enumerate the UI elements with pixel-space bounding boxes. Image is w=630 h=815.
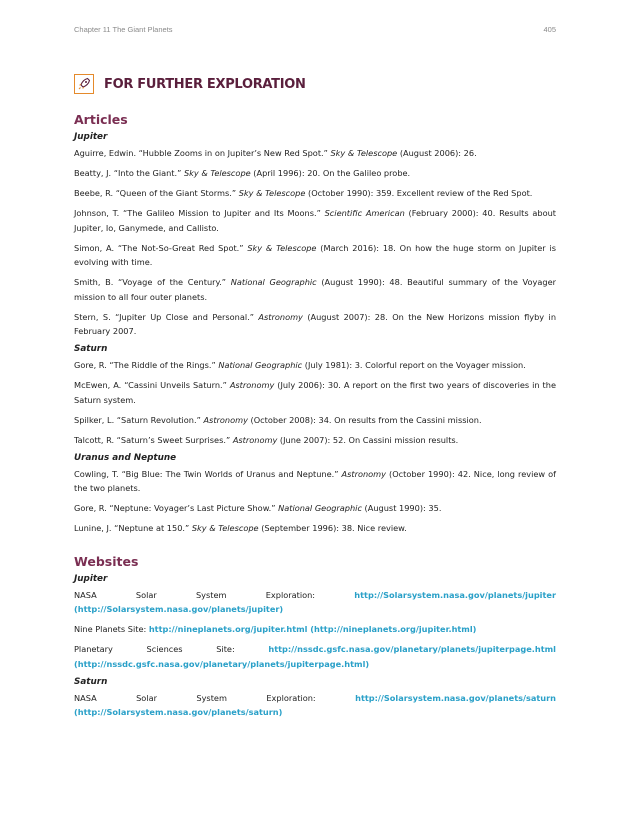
website-label: Nine Planets Site: [74, 624, 149, 634]
website-url-parenthetical[interactable]: (http://Solarsystem.nasa.gov/planets/saturn) [74, 707, 283, 717]
feature-header [74, 74, 306, 94]
reference-citation: Gore, R. “Neptune: Voyager’s Last Picture Show.” [74, 503, 279, 513]
publication-title: Sky & Telescope [191, 523, 259, 533]
website-link[interactable]: http://Solarsystem.nasa.gov/planets/jupiter [354, 589, 556, 600]
reference-details: (July 1981): 3. Colorful report on the Voyager mission. [302, 360, 526, 370]
website-link[interactable]: http://nssdc.gsfc.nasa.gov/planetary/planets/jupiterpage.html [268, 644, 556, 654]
publication-title: Astronomy [203, 414, 248, 425]
reference-details: (March 2016): 18. On how the huge storm on Jupiter is evolving with time. [74, 242, 556, 267]
reference-details: (August 1990): 48. Beautiful summary of the Voyager mission to all four outer planets. [74, 277, 556, 302]
website-url-parenthetical[interactable]: (http://Solarsystem.nasa.gov/planets/jupiter) [74, 604, 284, 614]
saturn-websites [74, 691, 556, 720]
rocket-icon [74, 74, 94, 94]
reference-details: (July 2006): 30. A report on the first two years of discoveries in the Saturn system. [74, 380, 556, 405]
website-label: Planetary Sciences Site: [74, 644, 269, 654]
reference-citation: Johnson, T. “The Galileo Mission to Jupiter and Its Moons.” [74, 208, 325, 218]
publication-title: Scientific American [324, 208, 405, 218]
website-url-parenthetical[interactable]: (http://nineplanets.org/jupiter.html) [307, 624, 477, 634]
reference-details: (April 1996): 20. On the Galileo probe. [250, 168, 411, 178]
publication-title: Sky & Telescope [183, 168, 251, 178]
website-url-parenthetical[interactable]: (http://nssdc.gsfc.nasa.gov/planetary/planets/jupiterpage.html) [74, 658, 370, 669]
reference-entry [74, 275, 556, 304]
reference-entry [74, 413, 556, 428]
reference-citation: Talcott, R. “Saturn’s Sweet Surprises.” [74, 434, 233, 445]
website-label: NASA Solar System Exploration: [74, 692, 356, 703]
reference-entry [74, 241, 556, 270]
publication-title: Sky & Telescope [247, 242, 317, 253]
articles-heading: Articles [74, 112, 128, 127]
reference-citation: Beatty, J. “Into the Giant.” [74, 168, 184, 178]
reference-entry [74, 501, 556, 516]
reference-entry [74, 206, 556, 235]
publication-title: National Geographic [230, 277, 317, 287]
reference-details: (June 2007): 52. On Cassini mission results. [277, 434, 459, 445]
reference-entry [74, 358, 556, 373]
website-entry [74, 622, 556, 637]
website-label: NASA Solar System Exploration: [74, 589, 355, 600]
website-entry [74, 588, 556, 617]
reference-entry [74, 310, 556, 339]
reference-citation: Cowling, T. “Big Blue: The Twin Worlds of Uranus and Neptune.” [74, 468, 342, 479]
reference-entry [74, 146, 556, 161]
page-number: 405 [543, 25, 556, 34]
reference-details: (October 1990): 42. Nice, long review of the two planets. [74, 468, 556, 493]
publication-title: Astronomy [341, 468, 386, 479]
website-link[interactable]: http://Solarsystem.nasa.gov/planets/saturn [355, 692, 556, 703]
website-entry [74, 642, 556, 671]
saturn-articles-heading: Saturn [74, 344, 108, 354]
jupiter-articles [74, 146, 556, 339]
websites-heading: Websites [74, 553, 139, 569]
uranus-neptune-articles [74, 467, 556, 536]
reference-details: (September 1996): 38. Nice review. [258, 523, 407, 533]
jupiter-websites-heading: Jupiter [74, 573, 108, 584]
jupiter-articles-heading: Jupiter [74, 132, 108, 142]
publication-title: Sky & Telescope [330, 148, 398, 158]
reference-details: (February 2000): 40. Results about Jupiter, Io, Ganymede, and Callisto. [74, 208, 557, 233]
reference-citation: Beebe, R. “Queen of the Giant Storms.” [74, 188, 239, 198]
reference-details: (August 2006): 26. [397, 148, 477, 158]
publication-title: National Geographic [278, 503, 362, 513]
reference-details: (October 2008): 34. On results from the Cassini mission. [247, 414, 482, 425]
reference-entry [74, 378, 556, 407]
reference-details: (October 1990): 359. Excellent review of the Red Spot. [305, 188, 533, 198]
page-content [74, 112, 556, 725]
reference-citation: Gore, R. “The Riddle of the Rings.” [74, 360, 219, 370]
publication-title: Sky & Telescope [238, 188, 306, 198]
reference-citation: Stern, S. “Jupiter Up Close and Personal.” [74, 311, 259, 322]
reference-entry [74, 433, 556, 448]
jupiter-websites [74, 588, 556, 672]
reference-citation: Aguirre, Edwin. “Hubble Zooms in on Jupiter’s New Red Spot.” [74, 148, 331, 158]
reference-citation: Lunine, J. “Neptune at 150.” [74, 523, 192, 533]
saturn-articles [74, 358, 556, 447]
publication-title: National Geographic [218, 360, 303, 370]
feature-title: FOR FURTHER EXPLORATION [104, 76, 306, 92]
reference-citation: Smith, B. “Voyage of the Century.” [74, 277, 231, 287]
reference-citation: Spilker, L. “Saturn Revolution.” [74, 414, 204, 425]
saturn-websites-heading: Saturn [74, 676, 108, 687]
publication-title: Astronomy [232, 434, 278, 445]
reference-entry [74, 186, 556, 201]
reference-entry [74, 521, 556, 536]
website-link[interactable]: http://nineplanets.org/jupiter.html [148, 624, 308, 634]
reference-entry [74, 166, 556, 181]
reference-citation: McEwen, A. “Cassini Unveils Saturn.” [74, 380, 230, 390]
running-head [74, 25, 556, 34]
publication-title: Astronomy [229, 380, 275, 390]
website-entry [74, 691, 556, 720]
reference-entry [74, 467, 556, 496]
uranus-neptune-articles-heading: Uranus and Neptune [74, 452, 177, 463]
reference-details: (August 1990): 35. [361, 503, 442, 513]
chapter-title: Chapter 11 The Giant Planets [74, 25, 173, 34]
publication-title: Astronomy [258, 311, 303, 322]
reference-details: (August 2007): 28. On the New Horizons mission flyby in February 2007. [74, 311, 557, 336]
reference-citation: Simon, A. “The Not-So-Great Red Spot.” [74, 242, 248, 253]
